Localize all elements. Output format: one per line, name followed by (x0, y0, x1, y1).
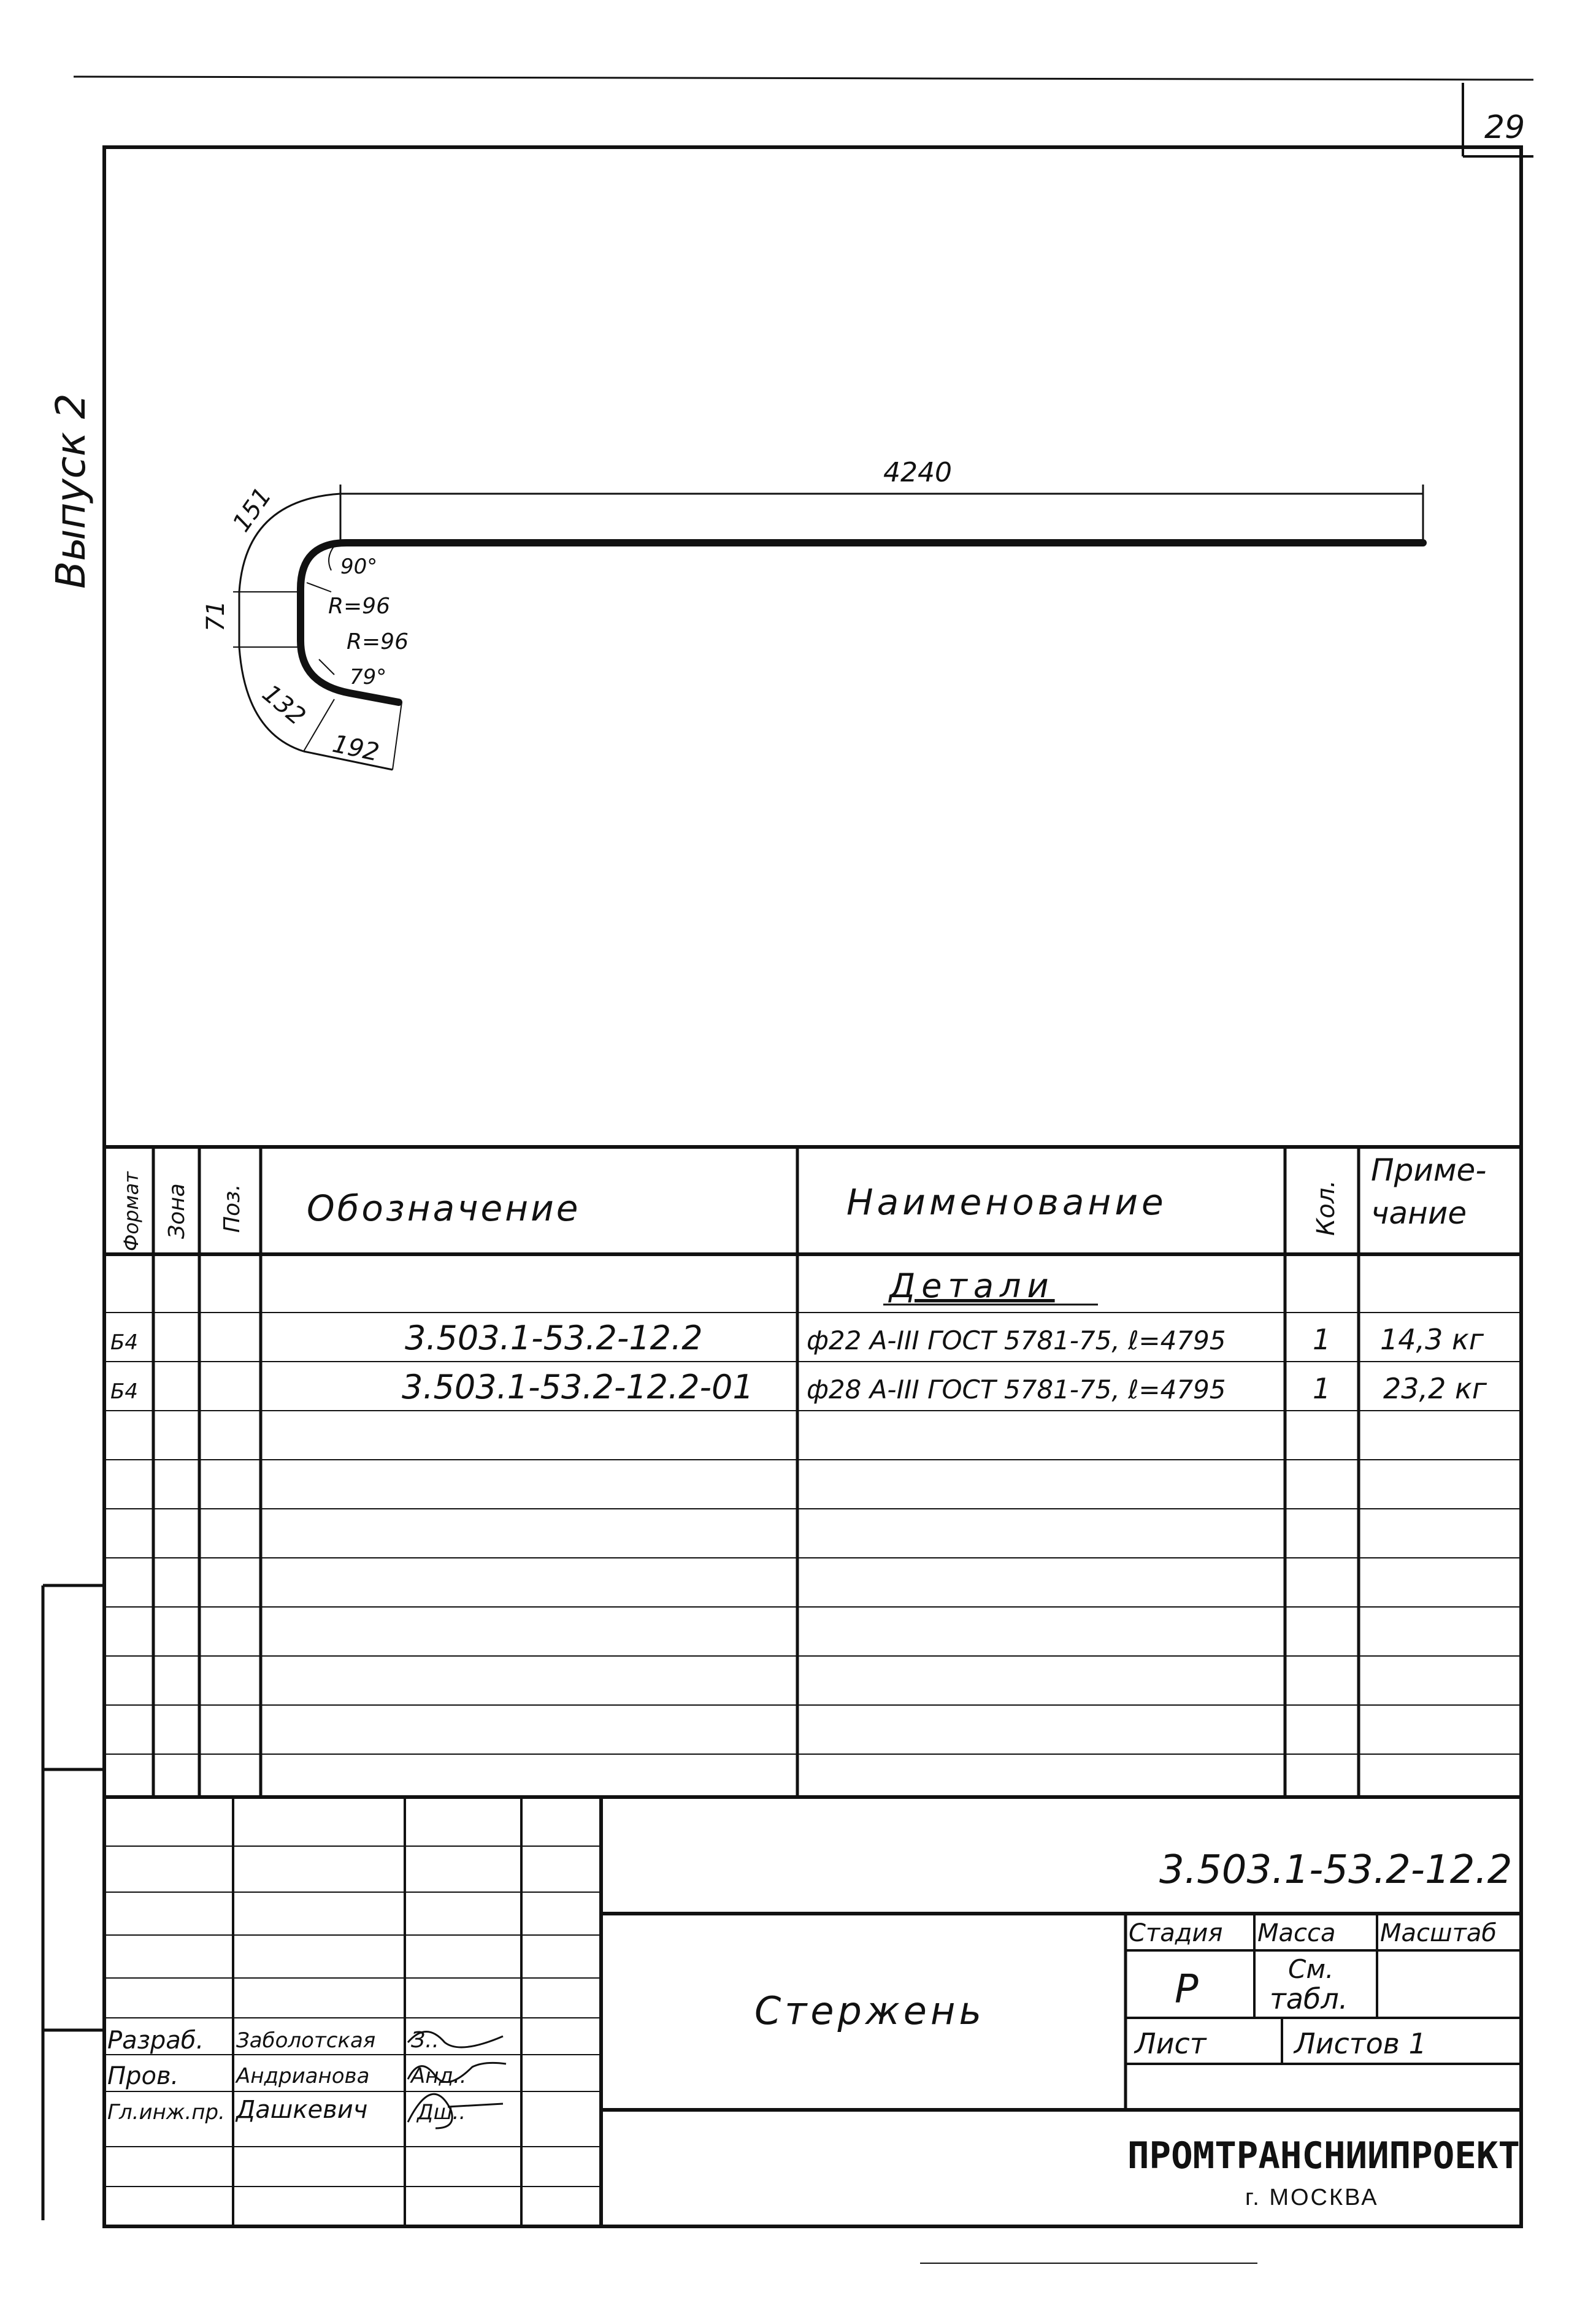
scale-label: Масштаб (1380, 1919, 1497, 1947)
title-block (104, 1797, 1521, 2226)
row1-name: ф22 А-III ГОСТ 5781-75, ℓ=4795 (807, 1325, 1226, 1355)
rebar-drawing (202, 457, 1423, 770)
header-name: Наименование (846, 1181, 1167, 1223)
radius-bottom: R=96 (347, 629, 409, 654)
angle-top: 90° (340, 554, 378, 579)
signatory-name-2: Андрианова (236, 2064, 370, 2088)
signatory-signature-3: Дш.. (417, 2100, 466, 2125)
row2-format: Б4 (110, 1379, 138, 1404)
signatory-name-1: Заболотская (236, 2028, 376, 2053)
spec-table (104, 1147, 1521, 1797)
stage-value: Р (1175, 1967, 1199, 2012)
document-code: 3.503.1-53.2-12.2 (1159, 1847, 1513, 1893)
dim-length: 4240 (883, 457, 952, 488)
series-label: Выпуск 2 (47, 393, 94, 589)
header-position: Поз. (220, 1184, 245, 1233)
row1-format: Б4 (110, 1330, 138, 1355)
dim-arc-top: 151 (227, 482, 277, 537)
signatory-role-1: Разраб. (107, 2026, 204, 2055)
radius-top: R=96 (328, 594, 390, 619)
page-number: 29 (1484, 109, 1525, 146)
dim-arc-bottom: 132 (256, 679, 311, 731)
row2-designation: 3.503.1-53.2-12.2-01 (402, 1368, 754, 1406)
header-note-line2: чание (1371, 1195, 1467, 1231)
sheets-label: Листов 1 (1294, 2027, 1427, 2060)
header-designation: Обозначение (307, 1187, 581, 1229)
city: г. МОСКВА (1245, 2185, 1379, 2210)
row1-designation: 3.503.1-53.2-12.2 (405, 1319, 703, 1357)
dim-straight: 71 (202, 600, 230, 632)
header-quantity: Кол. (1312, 1179, 1340, 1236)
sheet-label: Лист (1135, 2027, 1207, 2060)
signatory-role-2: Пров. (107, 2062, 179, 2090)
organization: ПРОМТРАНСНИИПРОЕКТ (1127, 2134, 1520, 2177)
rebar-shape (301, 543, 1423, 702)
dim-tail: 192 (329, 729, 382, 767)
top-trim-line (74, 77, 1533, 80)
header-note-line1: Приме- (1371, 1152, 1487, 1188)
mass-value-line1: См. (1288, 1954, 1334, 1984)
mass-value-line2: табл. (1270, 1982, 1348, 2015)
row2-note: 23,2 кг (1383, 1372, 1487, 1405)
mass-label: Масса (1257, 1919, 1336, 1947)
signatory-signature-1: З.. (411, 2028, 439, 2053)
section-title: Детали (889, 1267, 1055, 1305)
item-name: Стержень (754, 1988, 985, 2033)
stage-label: Стадия (1129, 1919, 1223, 1947)
row1-quantity: 1 (1313, 1323, 1331, 1356)
signatory-signature-2: Анд.. (411, 2064, 467, 2088)
signatory-role-3: Гл.инж.пр. (107, 2100, 225, 2125)
angle-bottom: 79° (350, 665, 387, 689)
row2-quantity: 1 (1313, 1372, 1331, 1405)
signatory-name-3: Дашкевич (236, 2096, 368, 2124)
header-zone: Зона (164, 1183, 190, 1239)
row2-name: ф28 А-III ГОСТ 5781-75, ℓ=4795 (807, 1374, 1226, 1405)
header-format: Формат (120, 1171, 143, 1251)
row1-note: 14,3 кг (1380, 1323, 1484, 1356)
